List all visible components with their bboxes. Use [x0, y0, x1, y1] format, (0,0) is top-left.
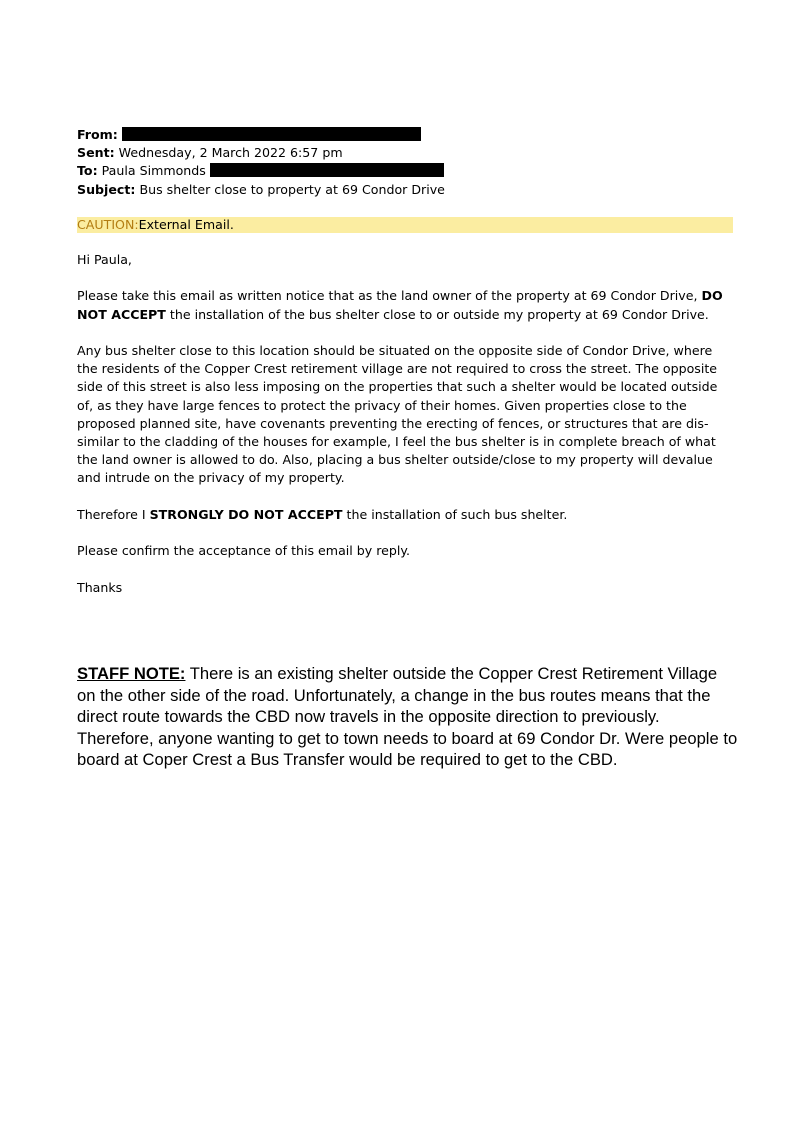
- subject-value: Bus shelter close to property at 69 Condor Drive: [139, 181, 445, 197]
- therefore-text-end: the installation of such bus shelter.: [346, 506, 568, 522]
- staff-note-label: STAFF NOTE:: [77, 664, 186, 683]
- greeting: Hi Paula,: [77, 251, 132, 267]
- signoff: Thanks: [77, 579, 123, 595]
- staff-note-text: There is an existing shelter outside the Copper Crest Retirement Village on the other side of the road. Unfortunately, a change in the bus routes means that the direct route towards the CBD now travels in the opposite direction to previously. Therefore, anyone wanting to get to town needs to board at 69 Condor Dr. Were people to board at Coper Crest a Bus Transfer would be required to get to the CBD.: [77, 664, 738, 770]
- sent-label: Sent:: [77, 145, 115, 161]
- sent-value: Wednesday, 2 March 2022 6:57 pm: [118, 145, 343, 161]
- notice-text-end: the installation of the bus shelter close to or outside my property at 69 Condor Drive.: [169, 306, 709, 322]
- subject-line: [77, 181, 733, 199]
- therefore-bold: STRONGLY DO NOT ACCEPT: [149, 506, 343, 522]
- paragraph-therefore: [77, 506, 733, 524]
- paragraph-notice: [77, 287, 733, 323]
- caution-text: External Email.: [138, 216, 234, 232]
- from-line: [77, 126, 733, 144]
- from-label: From:: [77, 127, 118, 142]
- staff-note: [77, 663, 739, 771]
- to-line: [77, 162, 733, 180]
- caution-banner: [77, 217, 733, 233]
- paragraph-confirm: Please confirm the acceptance of this email by reply.: [77, 543, 411, 559]
- subject-label: Subject:: [77, 181, 136, 197]
- caution-label: CAUTION:: [77, 216, 139, 232]
- sent-line: [77, 144, 733, 162]
- to-label: To:: [77, 163, 98, 179]
- paragraph-location: Any bus shelter close to this location should be situated on the opposite side of Condor Drive, where the residents of the Copper Crest retirement village are not required to cross the street. The opposite side of this street is also less imposing on the properties that such a shelter would be located outside of, as they have large fences to protect the privacy of their homes. Given properties close to the proposed planned site, have covenants preventing the erecting of fences, or structures that are dis-similar to the cladding of the houses for example, I feel the bus shelter is in complete breach of what the land owner is allowed to do. Also, placing a bus shelter outside/close to my property will devalue and intrude on the privacy of my property.: [77, 342, 718, 486]
- redaction-bar: [122, 127, 421, 141]
- email-body: [77, 126, 733, 597]
- notice-text: Please take this email as written notice that as the land owner of the property at 69 Condor Drive,: [77, 288, 698, 304]
- notice-bold: DO NOT ACCEPT: [77, 288, 723, 322]
- to-value: Paula Simmonds: [101, 163, 206, 179]
- therefore-text: Therefore I: [77, 506, 146, 522]
- redaction-bar: [210, 163, 444, 177]
